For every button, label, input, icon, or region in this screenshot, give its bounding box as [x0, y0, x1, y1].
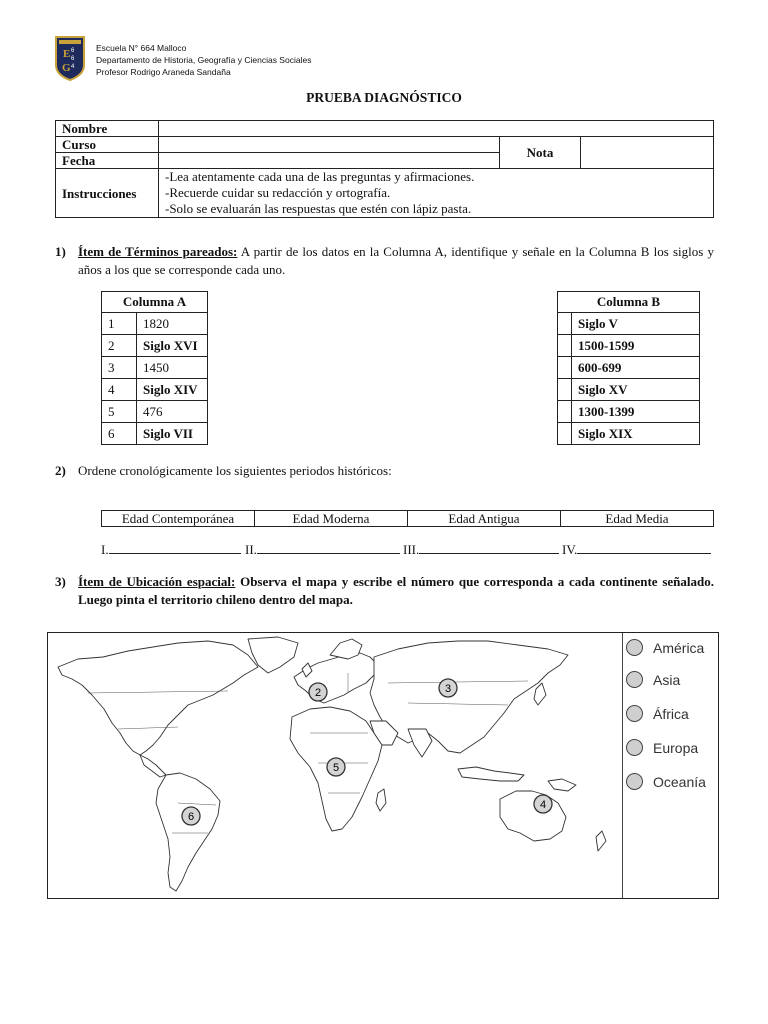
table-row — [102, 379, 208, 401]
table-row — [558, 357, 700, 379]
teacher-name: Profesor Rodrigo Araneda Sandaña — [96, 67, 231, 77]
answer-box[interactable] — [558, 423, 572, 445]
order-blank-3[interactable] — [403, 541, 559, 558]
row-number: 4 — [102, 379, 137, 401]
svg-text:6: 6 — [71, 48, 75, 54]
map-marker-4 — [534, 795, 552, 813]
question-1 — [55, 243, 714, 279]
svg-text:3: 3 — [444, 683, 452, 695]
table-row — [558, 379, 700, 401]
svg-text:E: E — [63, 48, 71, 60]
table-row — [558, 423, 700, 445]
answer-circle[interactable] — [626, 739, 643, 756]
column-a-table — [101, 291, 208, 445]
svg-text:4: 4 — [539, 799, 547, 811]
row-value: 600-699 — [572, 357, 700, 379]
nota-field[interactable] — [581, 137, 714, 169]
row-value: Siglo V — [572, 313, 700, 335]
table-row — [102, 423, 208, 445]
table-row — [558, 335, 700, 357]
student-info-table — [55, 120, 714, 218]
question-2 — [55, 462, 714, 480]
question-number: 2) — [55, 463, 66, 478]
answer-box[interactable] — [558, 335, 572, 357]
blank-label: I. — [101, 542, 109, 557]
table-row — [558, 401, 700, 423]
question-text: A partir de los datos en la Columna A, identifique y señale en la Columna B los siglos y años a los que se corresponde cada uno. — [78, 244, 714, 277]
map-marker-6 — [182, 807, 200, 825]
column-a-header: Columna A — [102, 292, 208, 313]
svg-text:5: 5 — [332, 762, 340, 774]
blank-label: III. — [403, 542, 420, 557]
south-america-shape — [156, 773, 220, 891]
answer-circle[interactable] — [626, 639, 643, 656]
world-map[interactable] — [48, 633, 718, 898]
row-value: 1820 — [137, 313, 208, 335]
table-row — [102, 401, 208, 423]
table-row — [102, 335, 208, 357]
periods-table — [101, 510, 714, 527]
question-title: Ítem de Ubicación espacial: — [78, 574, 236, 589]
period-cell: Edad Antigua — [408, 511, 561, 527]
row-value: Siglo VII — [137, 423, 208, 445]
blank-label: II. — [245, 542, 257, 557]
order-blank-1[interactable] — [101, 541, 241, 558]
nombre-label: Nombre — [56, 121, 159, 137]
instruction-line: -Solo se evaluarán las respuestas que estén con lápiz pasta. — [165, 201, 472, 216]
legend-label: África — [653, 705, 689, 722]
blank-label: IV. — [562, 542, 578, 557]
legend-item-africa — [626, 705, 689, 722]
period-cell: Edad Media — [561, 511, 714, 527]
europe-shape — [294, 653, 378, 703]
school-logo — [54, 35, 86, 81]
school-name: Escuela N° 664 Malloco — [96, 43, 187, 53]
legend-label: Europa — [653, 739, 699, 756]
map-marker-5 — [327, 758, 345, 776]
row-value: 1300-1399 — [572, 401, 700, 423]
row-number: 3 — [102, 357, 137, 379]
row-number: 5 — [102, 401, 137, 423]
table-row — [102, 313, 208, 335]
row-value: Siglo XIV — [137, 379, 208, 401]
answer-circle[interactable] — [626, 671, 643, 688]
world-map-frame — [47, 632, 719, 899]
instruction-line: -Lea atentamente cada una de las preguntas y afirmaciones. — [165, 169, 475, 184]
svg-text:2: 2 — [314, 687, 322, 699]
department-name: Departamento de Historia, Geografía y Ciencias Sociales — [96, 55, 312, 65]
school-info — [96, 42, 311, 78]
japan-shape — [534, 683, 546, 705]
nombre-field[interactable] — [159, 121, 714, 137]
question-text: Ordene cronológicamente los siguientes periodos históricos: — [78, 463, 392, 478]
legend-label: Asia — [653, 671, 681, 688]
new-zealand-shape — [596, 831, 606, 851]
period-cell: Edad Contemporánea — [102, 511, 255, 527]
row-value: 1450 — [137, 357, 208, 379]
continent-legend — [622, 633, 719, 898]
answer-box[interactable] — [558, 357, 572, 379]
period-cell: Edad Moderna — [255, 511, 408, 527]
question-number: 1) — [55, 244, 66, 259]
fecha-label: Fecha — [56, 153, 159, 169]
papua-shape — [548, 779, 576, 791]
svg-text:6: 6 — [71, 56, 75, 62]
central-america-shape — [140, 755, 166, 777]
legend-item-oceania — [626, 773, 706, 790]
legend-item-europa — [626, 739, 698, 756]
question-title: Ítem de Términos pareados: — [78, 244, 238, 259]
answer-box[interactable] — [558, 379, 572, 401]
row-number: 6 — [102, 423, 137, 445]
column-b-table — [557, 291, 700, 445]
answer-box[interactable] — [558, 401, 572, 423]
svg-text:4: 4 — [71, 64, 75, 70]
map-marker-2 — [309, 683, 327, 701]
map-marker-3 — [439, 679, 457, 697]
madagascar-shape — [376, 789, 386, 811]
row-value: Siglo XIX — [572, 423, 700, 445]
india-shape — [408, 729, 432, 757]
legend-label: Oceanía — [653, 773, 706, 790]
question-number: 3) — [55, 574, 66, 589]
instrucciones-label: Instrucciones — [56, 169, 159, 218]
row-number: 1 — [102, 313, 137, 335]
row-value: 476 — [137, 401, 208, 423]
fecha-field[interactable] — [159, 153, 500, 169]
table-row — [102, 357, 208, 379]
order-blank-2[interactable] — [245, 541, 400, 558]
row-number: 2 — [102, 335, 137, 357]
legend-item-america — [626, 639, 704, 656]
north-america-shape — [58, 641, 258, 755]
svg-text:G: G — [62, 62, 71, 74]
indonesia-shape — [458, 767, 524, 781]
order-blank-4[interactable] — [562, 541, 711, 558]
question-text: Observa el mapa y escribe el número que corresponda a cada continente señalado. Luego pinta el territorio chileno dentro del mapa. — [78, 574, 714, 607]
table-row — [558, 313, 700, 335]
row-value: 1500-1599 — [572, 335, 700, 357]
australia-shape — [500, 791, 566, 841]
curso-field[interactable] — [159, 137, 500, 153]
page-title: PRUEBA DIAGNÓSTICO — [306, 90, 462, 105]
row-value: Siglo XV — [572, 379, 700, 401]
svg-text:6: 6 — [187, 811, 195, 823]
answer-box[interactable] — [558, 313, 572, 335]
answer-circle[interactable] — [626, 705, 643, 722]
row-value: Siglo XVI — [137, 335, 208, 357]
column-b-header: Columna B — [558, 292, 700, 313]
document-header — [54, 35, 311, 81]
answer-circle[interactable] — [626, 773, 643, 790]
nota-label: Nota — [500, 137, 581, 169]
instruction-line: -Recuerde cuidar su redacción y ortografía. — [165, 185, 391, 200]
question-3 — [55, 573, 714, 609]
legend-item-asia — [626, 671, 680, 688]
legend-label: América — [653, 639, 705, 656]
instructions-cell — [159, 169, 714, 218]
curso-label: Curso — [56, 137, 159, 153]
